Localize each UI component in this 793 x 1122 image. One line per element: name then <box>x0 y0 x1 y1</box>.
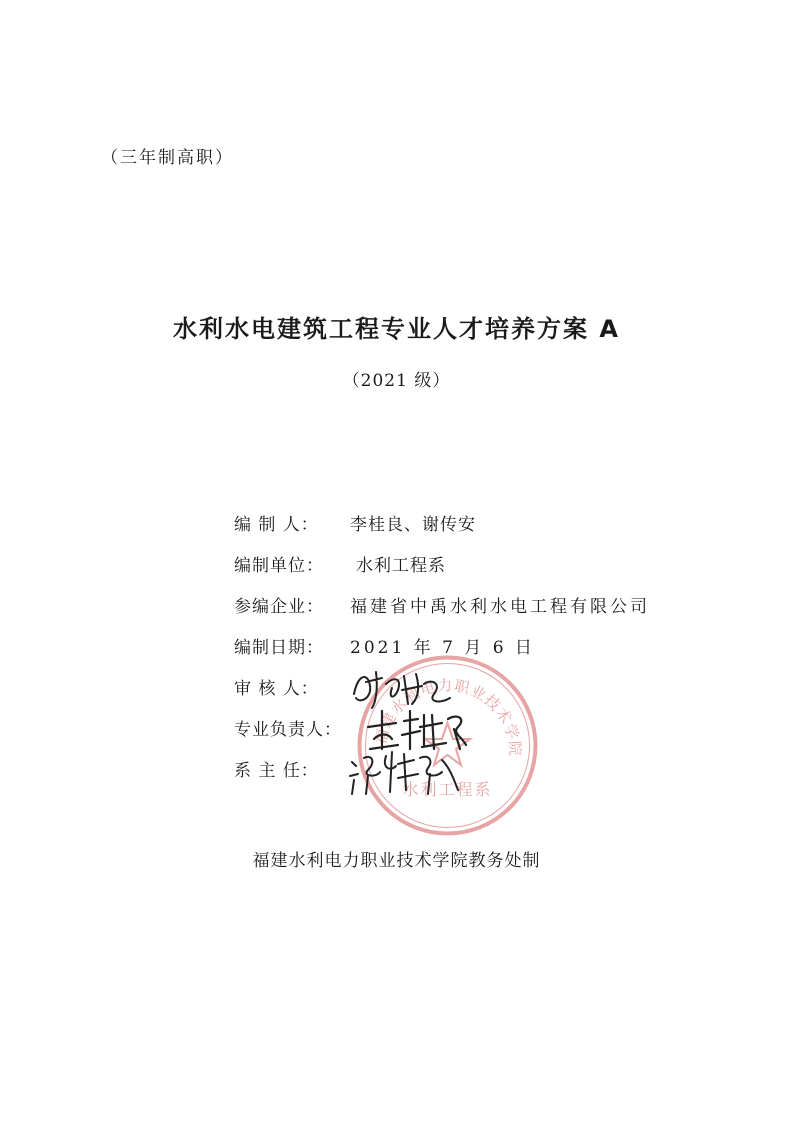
compiler-label: 编 制 人： <box>234 515 319 535</box>
seal-text-bottom: 水利工程系 <box>402 780 493 799</box>
info-block <box>234 510 704 797</box>
program-type: （三年制高职） <box>101 148 234 168</box>
reviewer-label: 审 核 人： <box>234 679 319 699</box>
unit-label: 编制单位： <box>234 556 324 576</box>
dept-head-label: 系 主 任： <box>234 761 319 781</box>
info-row-date <box>234 633 704 674</box>
compiler-value: 李桂良、谢传安 <box>350 515 476 535</box>
cohort-year: （2021 级） <box>342 371 451 391</box>
info-row-unit <box>234 551 704 592</box>
unit-value: 水利工程系 <box>356 556 446 576</box>
enterprise-label: 参编企业： <box>234 597 324 617</box>
info-row-enterprise <box>234 592 704 633</box>
seal-text-top: 福建水利电力职业技术学院 <box>371 676 525 758</box>
enterprise-value: 福建省中禹水利水电工程有限公司 <box>350 597 650 617</box>
info-row-compiler <box>234 510 704 551</box>
major-head-label: 专业负责人： <box>234 720 342 740</box>
date-label: 编制日期： <box>234 638 324 658</box>
info-row-dept-head <box>234 756 704 797</box>
issuer-footer: 福建水利电力职业技术学院教务处制 <box>252 851 541 871</box>
date-value: 2021 年 7 月 6 日 <box>350 638 535 658</box>
dept-head-signature <box>346 746 466 800</box>
page-title: 水利水电建筑工程专业人才培养方案 A <box>173 315 620 343</box>
info-row-major-head <box>234 715 704 756</box>
